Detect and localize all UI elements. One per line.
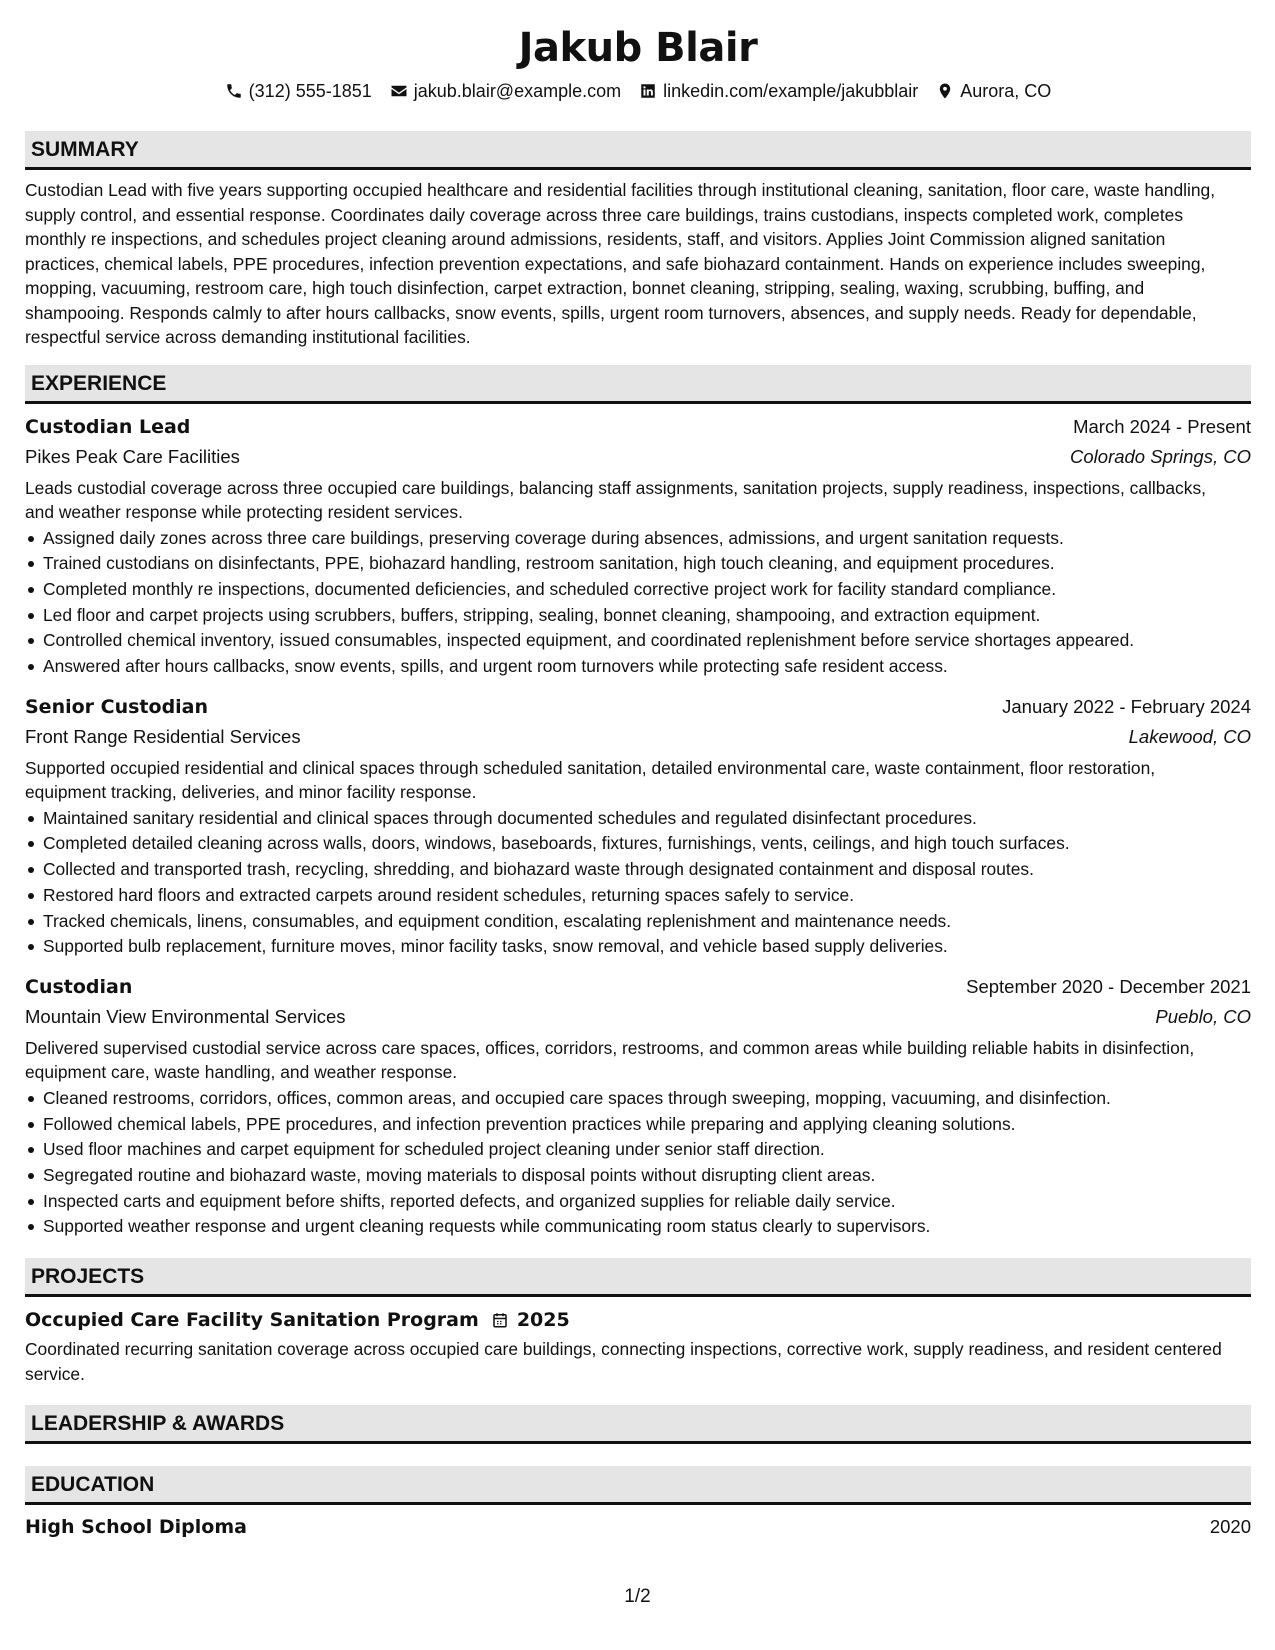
summary-heading: SUMMARY	[25, 131, 1251, 170]
job-company: Mountain View Environmental Services	[25, 1005, 346, 1027]
page-number: 1/2	[624, 1586, 651, 1607]
job-entry	[25, 692, 1251, 960]
contact-linkedin[interactable]	[639, 78, 918, 104]
projects-heading: PROJECTS	[25, 1258, 1251, 1297]
job-bullet: Completed detailed cleaning across walls, doors, windows, baseboards, fixtures, furnishings, vents, ceilings, and high touch surfaces.	[25, 831, 1251, 857]
job-bullet: Cleaned restrooms, corridors, offices, common areas, and occupied care spaces through sweeping, mopping, vacuuming, and disinfection.	[25, 1086, 1251, 1112]
project-item	[25, 1305, 1251, 1386]
job-company: Front Range Residential Services	[25, 725, 301, 747]
job-bullet: Assigned daily zones across three care buildings, preserving coverage during absences, admissions, and urgent sanitation requests.	[25, 526, 1251, 552]
calendar-icon	[491, 1311, 509, 1329]
job-description: Delivered supervised custodial service across care spaces, offices, corridors, restrooms, and common areas while building reliable habits in disinfection, equipment care, waste handling, and weather response.	[25, 1037, 1195, 1083]
education-heading: EDUCATION	[25, 1466, 1251, 1505]
contact-email[interactable]	[390, 78, 621, 104]
job-bullet: Controlled chemical inventory, issued consumables, inspected equipment, and coordinated replenishment before service shortages appeared.	[25, 628, 1251, 654]
education-degree: High School Diploma	[25, 1516, 247, 1539]
phone-icon	[225, 82, 243, 100]
phone-text: (312) 555-1851	[248, 81, 372, 101]
candidate-name: Jakub Blair	[518, 25, 758, 71]
job-title: Custodian	[25, 975, 133, 998]
envelope-icon	[390, 82, 408, 100]
job-description: Leads custodial coverage across three occupied care buildings, balancing staff assignments, sanitation projects, supply readiness, inspections, callbacks, and weather response while protecting resident services.	[25, 477, 1206, 522]
job-title: Custodian Lead	[25, 415, 191, 438]
summary-text: Custodian Lead with five years supporting occupied healthcare and residential facilities through institutional cleaning, sanitation, floor care, waste handling, supply control, and essential response. Coordinates daily coverage across three care buildings, trains custodians, inspects completed work, completes monthly re inspections, and schedules project cleaning around admissions, residents, staff, and visitors. Applies Joint Commission aligned sanitation practices, chemical labels, PPE procedures, infection prevention expectations, and safe biohazard containment. Hands on experience includes sweeping, mopping, vacuuming, restroom care, high touch disinfection, carpet extraction, bonnet cleaning, stripping, sealing, waxing, scrubbing, buffing, and shampooing. Responds calmly to after hours callbacks, snow events, spills, urgent room turnovers, absences, and supply needs. Ready for dependable, respectful service across demanding institutional facilities.	[25, 180, 1216, 347]
job-dates: September 2020 - December 2021	[966, 975, 1251, 997]
contact-bar	[25, 78, 1251, 104]
project-description: Coordinated recurring sanitation coverage across occupied care buildings, connecting inspections, corrective work, supply readiness, and resident centered service.	[25, 1339, 1222, 1384]
location-text: Aurora, CO	[960, 81, 1052, 101]
job-bullet-list	[25, 526, 1251, 680]
job-dates: January 2022 - February 2024	[1002, 695, 1251, 717]
experience-heading: EXPERIENCE	[25, 365, 1251, 404]
job-company-row	[25, 722, 1251, 752]
job-bullet: Used floor machines and carpet equipment for scheduled project cleaning under senior staff direction.	[25, 1137, 1251, 1163]
job-company: Pikes Peak Care Facilities	[25, 445, 240, 467]
resume-header	[25, 0, 1251, 104]
contact-phone	[225, 78, 372, 104]
job-title-row	[25, 972, 1251, 1002]
job-bullet: Trained custodians on disinfectants, PPE, biohazard handling, restroom sanitation, high touch cleaning, and equipment procedures.	[25, 551, 1251, 577]
job-location: Colorado Springs, CO	[1070, 445, 1251, 467]
email-link[interactable]: jakub.blair@example.com	[413, 81, 622, 101]
job-bullet: Answered after hours callbacks, snow events, spills, and urgent room turnovers while protecting safe resident access.	[25, 654, 1251, 680]
education-year: 2020	[1209, 1516, 1251, 1538]
resume-page	[25, 0, 1251, 1650]
linkedin-icon	[639, 82, 657, 100]
job-bullet: Restored hard floors and extracted carpets around resident schedules, returning spaces safely to service.	[25, 883, 1251, 909]
job-bullet: Completed monthly re inspections, documented deficiencies, and scheduled corrective project work for facility standard compliance.	[25, 577, 1251, 603]
education-item	[25, 1513, 1251, 1541]
contact-location	[936, 78, 1051, 104]
job-location: Lakewood, CO	[1128, 725, 1251, 747]
job-bullet: Tracked chemicals, linens, consumables, and equipment condition, escalating replenishment and maintenance needs.	[25, 909, 1251, 935]
job-bullet: Inspected carts and equipment before shifts, reported defects, and organized supplies for reliable daily service.	[25, 1189, 1251, 1215]
job-title: Senior Custodian	[25, 695, 209, 718]
job-entry	[25, 412, 1251, 680]
job-title-row	[25, 412, 1251, 442]
job-bullet: Supported bulb replacement, furniture moves, minor facility tasks, snow removal, and vehicle based supply deliveries.	[25, 934, 1251, 960]
job-company-row	[25, 442, 1251, 472]
experience-list	[25, 412, 1251, 1241]
job-bullet-list	[25, 806, 1251, 960]
map-pin-icon	[936, 82, 954, 100]
job-description: Supported occupied residential and clinical spaces through scheduled sanitation, detailed environmental care, waste containment, floor restoration, equipment tracking, deliveries, and minor facility response.	[25, 757, 1156, 803]
leadership-heading: LEADERSHIP & AWARDS	[25, 1405, 1251, 1444]
job-bullet: Collected and transported trash, recycling, shredding, and biohazard waste through designated containment and disposal routes.	[25, 857, 1251, 883]
project-year: 2025	[516, 1309, 570, 1332]
job-dates: March 2024 - Present	[1073, 415, 1251, 437]
job-bullet: Segregated routine and biohazard waste, moving materials to disposal points without disrupting client areas.	[25, 1163, 1251, 1189]
job-title-row	[25, 692, 1251, 722]
job-bullet: Followed chemical labels, PPE procedures, and infection prevention practices while preparing and applying cleaning solutions.	[25, 1112, 1251, 1138]
project-title: Occupied Care Facility Sanitation Program	[25, 1309, 479, 1332]
job-entry	[25, 972, 1251, 1240]
job-location: Pueblo, CO	[1155, 1005, 1251, 1027]
linkedin-link[interactable]: linkedin.com/example/jakubblair	[663, 81, 919, 101]
job-bullet: Led floor and carpet projects using scrubbers, buffers, stripping, sealing, bonnet cleaning, shampooing, and extraction equipment.	[25, 603, 1251, 629]
job-bullet: Supported weather response and urgent cleaning requests while communicating room status clearly to supervisors.	[25, 1214, 1251, 1240]
job-company-row	[25, 1002, 1251, 1032]
job-bullet: Maintained sanitary residential and clinical spaces through documented schedules and regulated disinfectant procedures.	[25, 806, 1251, 832]
project-date	[491, 1309, 570, 1331]
job-bullet-list	[25, 1086, 1251, 1240]
